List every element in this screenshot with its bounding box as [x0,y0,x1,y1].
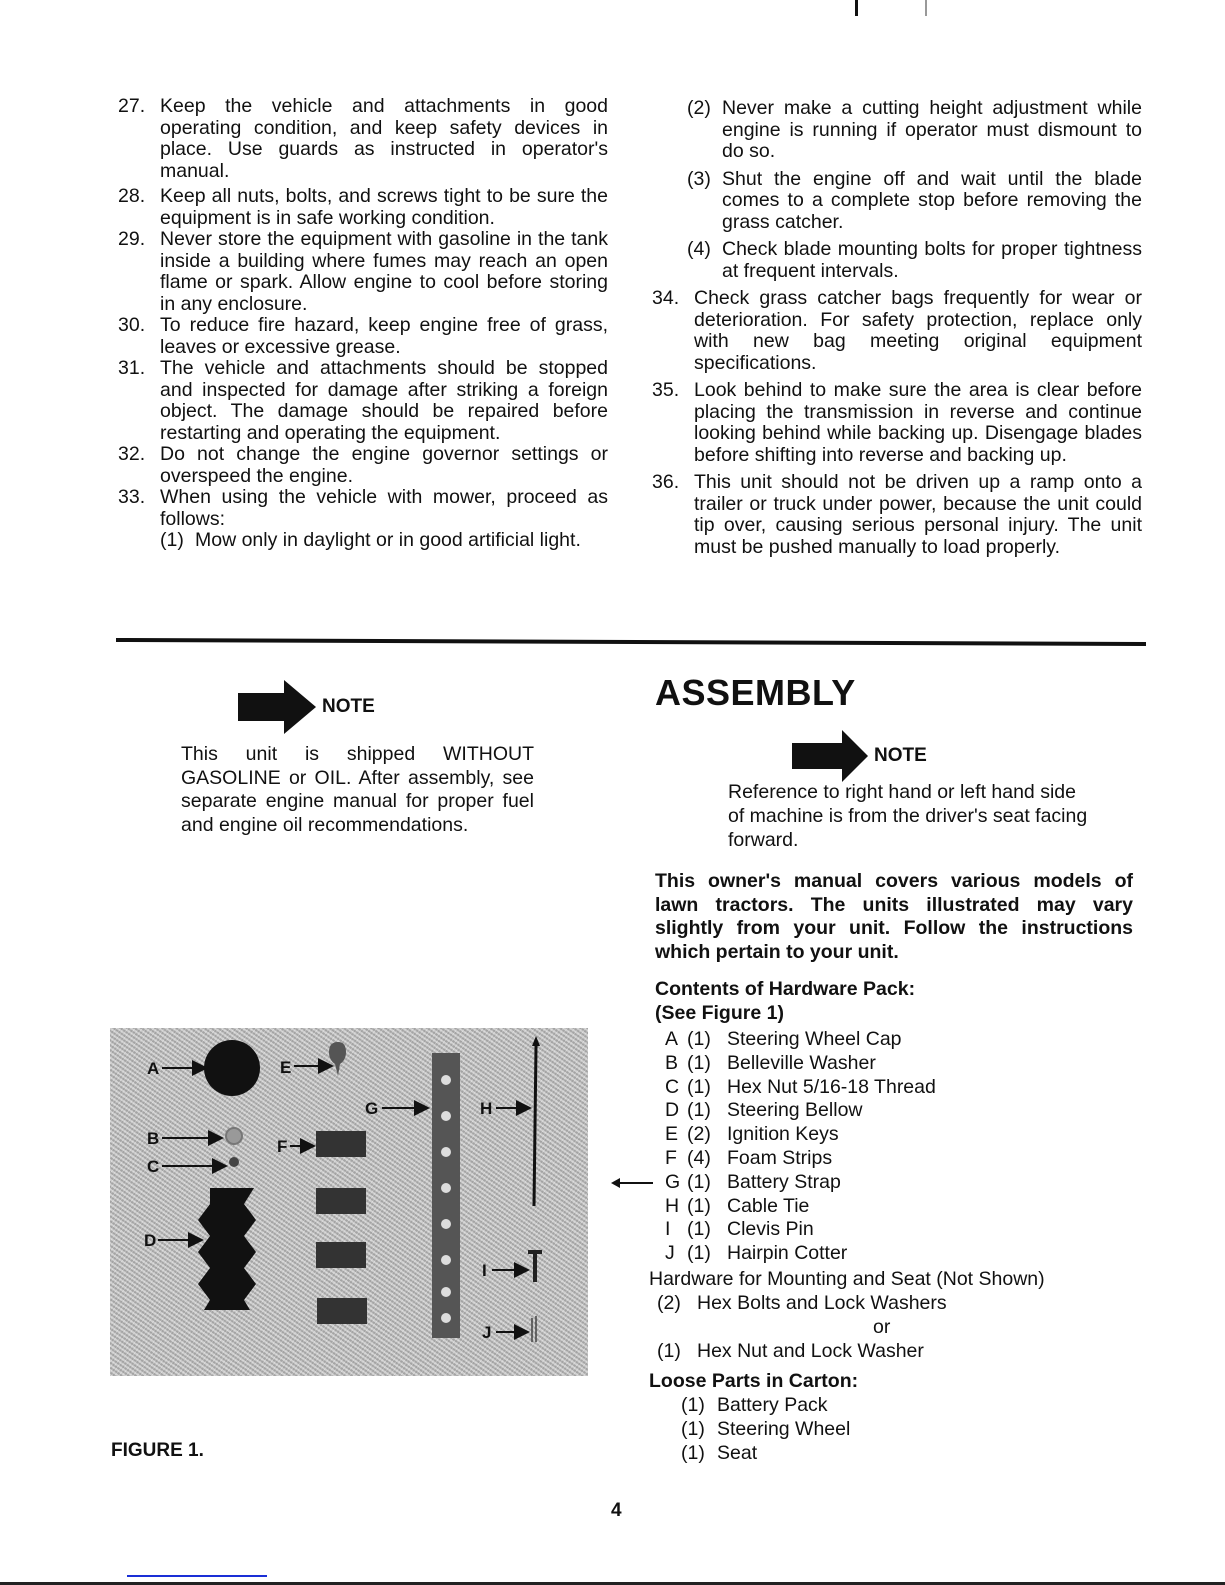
rule-item: 28. Keep all nuts, bolts, and screws tight to be sure the equipment is in safe working condition. [118,185,608,229]
safety-rules-right-column [652,98,1142,564]
note-label: NOTE [322,696,375,717]
list-item: A (1) Steering Wheel Cap [665,1028,902,1050]
figure-label-c: C [147,1157,160,1176]
list-item: F (4) Foam Strips [665,1146,833,1169]
foam-strip [316,1188,366,1214]
list-item: E (2) Ignition Keys [665,1123,839,1146]
rule-item: 31. The vehicle and attachments should be stopped and inspected for damage after striking a foreign object. The damage should be repaired before restarting and operating the equipment. [118,357,608,444]
hairpin-cotter [532,1316,536,1342]
rule-item: 35. Look behind to make sure the area is clear before placing the transmission in reverse and continue looking behind while backing up. Disengage blades before shifting into reverse and backing up. [652,379,1142,466]
loose-parts-list [681,1394,850,1465]
list-item: (1) Seat [681,1441,758,1464]
figure-label-a: A [147,1059,160,1078]
ignition-keys [329,1042,346,1076]
rule-item: 27. Keep the vehicle and attachments in good operating condition, and keep safety devices in place. Use guards as instructed in operator's manual. [118,95,608,182]
list-item: C (1) Hex Nut 5/16-18 Thread [665,1075,936,1098]
section-title: ASSEMBLY [655,672,856,713]
list-item: (1) Battery Pack [681,1394,828,1416]
note-text: Reference to right hand or left hand side of machine is from the driver's seat facing forward. [728,781,1088,851]
page-number: 4 [611,1500,622,1521]
rule-item: 32. Do not change the engine governor settings or overspeed the engine. [118,443,608,487]
list-item: D (1) Steering Bellow [665,1099,863,1122]
section-divider [116,638,1146,646]
scan-mark [925,0,927,16]
figure-label-e: E [280,1058,292,1077]
rule-item: 36. This unit should not be driven up a ramp onto a trailer or truck under power, because the unit could tip over, causing serious personal injury. The unit must be pushed manually to load properly. [652,471,1142,558]
loose-parts-heading: Loose Parts in Carton: [649,1370,859,1392]
figure-label-f: F [277,1137,288,1156]
list-item: G (1) Battery Strap [655,1171,936,1195]
rule-sub-item: (4) Check blade mounting bolts for proper tightness at frequent intervals. [687,238,1142,282]
list-item: (2) Hex Bolts and Lock Washers [657,1292,947,1314]
arrow-right-icon [792,730,868,782]
rule-item: 34. Check grass catcher bags frequently for wear or deterioration. For safety protection, replace only with new bag meeting original equipment specifications. [652,287,1142,374]
list-item: (1) Steering Wheel [681,1417,851,1440]
rule-sub-item: (1) Mow only in daylight or in good artificial light. [160,529,581,551]
list-item: I (1) Clevis Pin [665,1218,814,1241]
figure-label-b: B [147,1129,160,1148]
rule-sub-item: (3) Shut the engine off and wait until the blade comes to a complete stop before removing the grass catcher. [687,167,1142,233]
figure-label-d: D [144,1231,157,1250]
hardware-list [655,1028,936,1266]
link-underline[interactable] [127,1575,267,1577]
figure-label-j: J [482,1323,492,1342]
note-callout [238,680,375,734]
steering-wheel-cap [204,1040,260,1096]
rule-item: 29. Never store the equipment with gasoline in the tank inside a building where fumes may reach an open flame or spark. Allow engine to cool before storing in any enclosure. [118,228,608,315]
rule-item: 33. When using the vehicle with mower, proceed as follows: [118,486,608,530]
belleville-washer [226,1128,242,1144]
foam-strip [317,1298,367,1324]
or-text: or [873,1315,891,1338]
intro-paragraph: This owner's manual covers various models of lawn tractors. The units illustrated may vary slightly from your unit. Follow the instructions which pertain to your unit. [655,870,1133,963]
hardware-illustration [110,1028,588,1376]
note-text: This unit is shipped WITHOUT GASOLINE or OIL. After assembly, see separate engine manual for proper fuel and engine oil recommendations. [181,743,534,836]
hardware-photo [110,1028,588,1376]
mounting-heading: Hardware for Mounting and Seat (Not Shown) [649,1268,1045,1290]
list-item: J (1) Hairpin Cotter [665,1242,848,1265]
arrow-right-icon [238,680,316,734]
figure-caption: FIGURE 1. [111,1440,204,1461]
rule-item: 30. To reduce fire hazard, keep engine free of grass, leaves or excessive grease. [118,314,608,358]
foam-strip [316,1131,366,1157]
foam-strip [316,1242,366,1268]
note-label: NOTE [874,745,927,766]
arrow-left-icon [613,1182,653,1184]
note-callout [792,730,927,782]
safety-rules-left-column [118,96,608,552]
list-item: B (1) Belleville Washer [665,1051,876,1074]
figure-label-g: G [365,1099,379,1118]
hardware-heading: Contents of Hardware Pack: (See Figure 1) [655,978,916,1024]
scan-mark [855,0,858,16]
mounting-list [655,1292,947,1363]
hex-nut [229,1157,239,1167]
list-item: H (1) Cable Tie [665,1194,810,1217]
figure-label-h: H [480,1099,493,1118]
rule-sub-item: (2) Never make a cutting height adjustment while engine is running if operator must dismount to do so. [687,97,1142,162]
figure-label-i: I [482,1261,487,1280]
cable-tie [534,1046,536,1206]
list-item: (1) Hex Nut and Lock Washer [657,1339,924,1362]
steering-bellow [198,1188,256,1310]
